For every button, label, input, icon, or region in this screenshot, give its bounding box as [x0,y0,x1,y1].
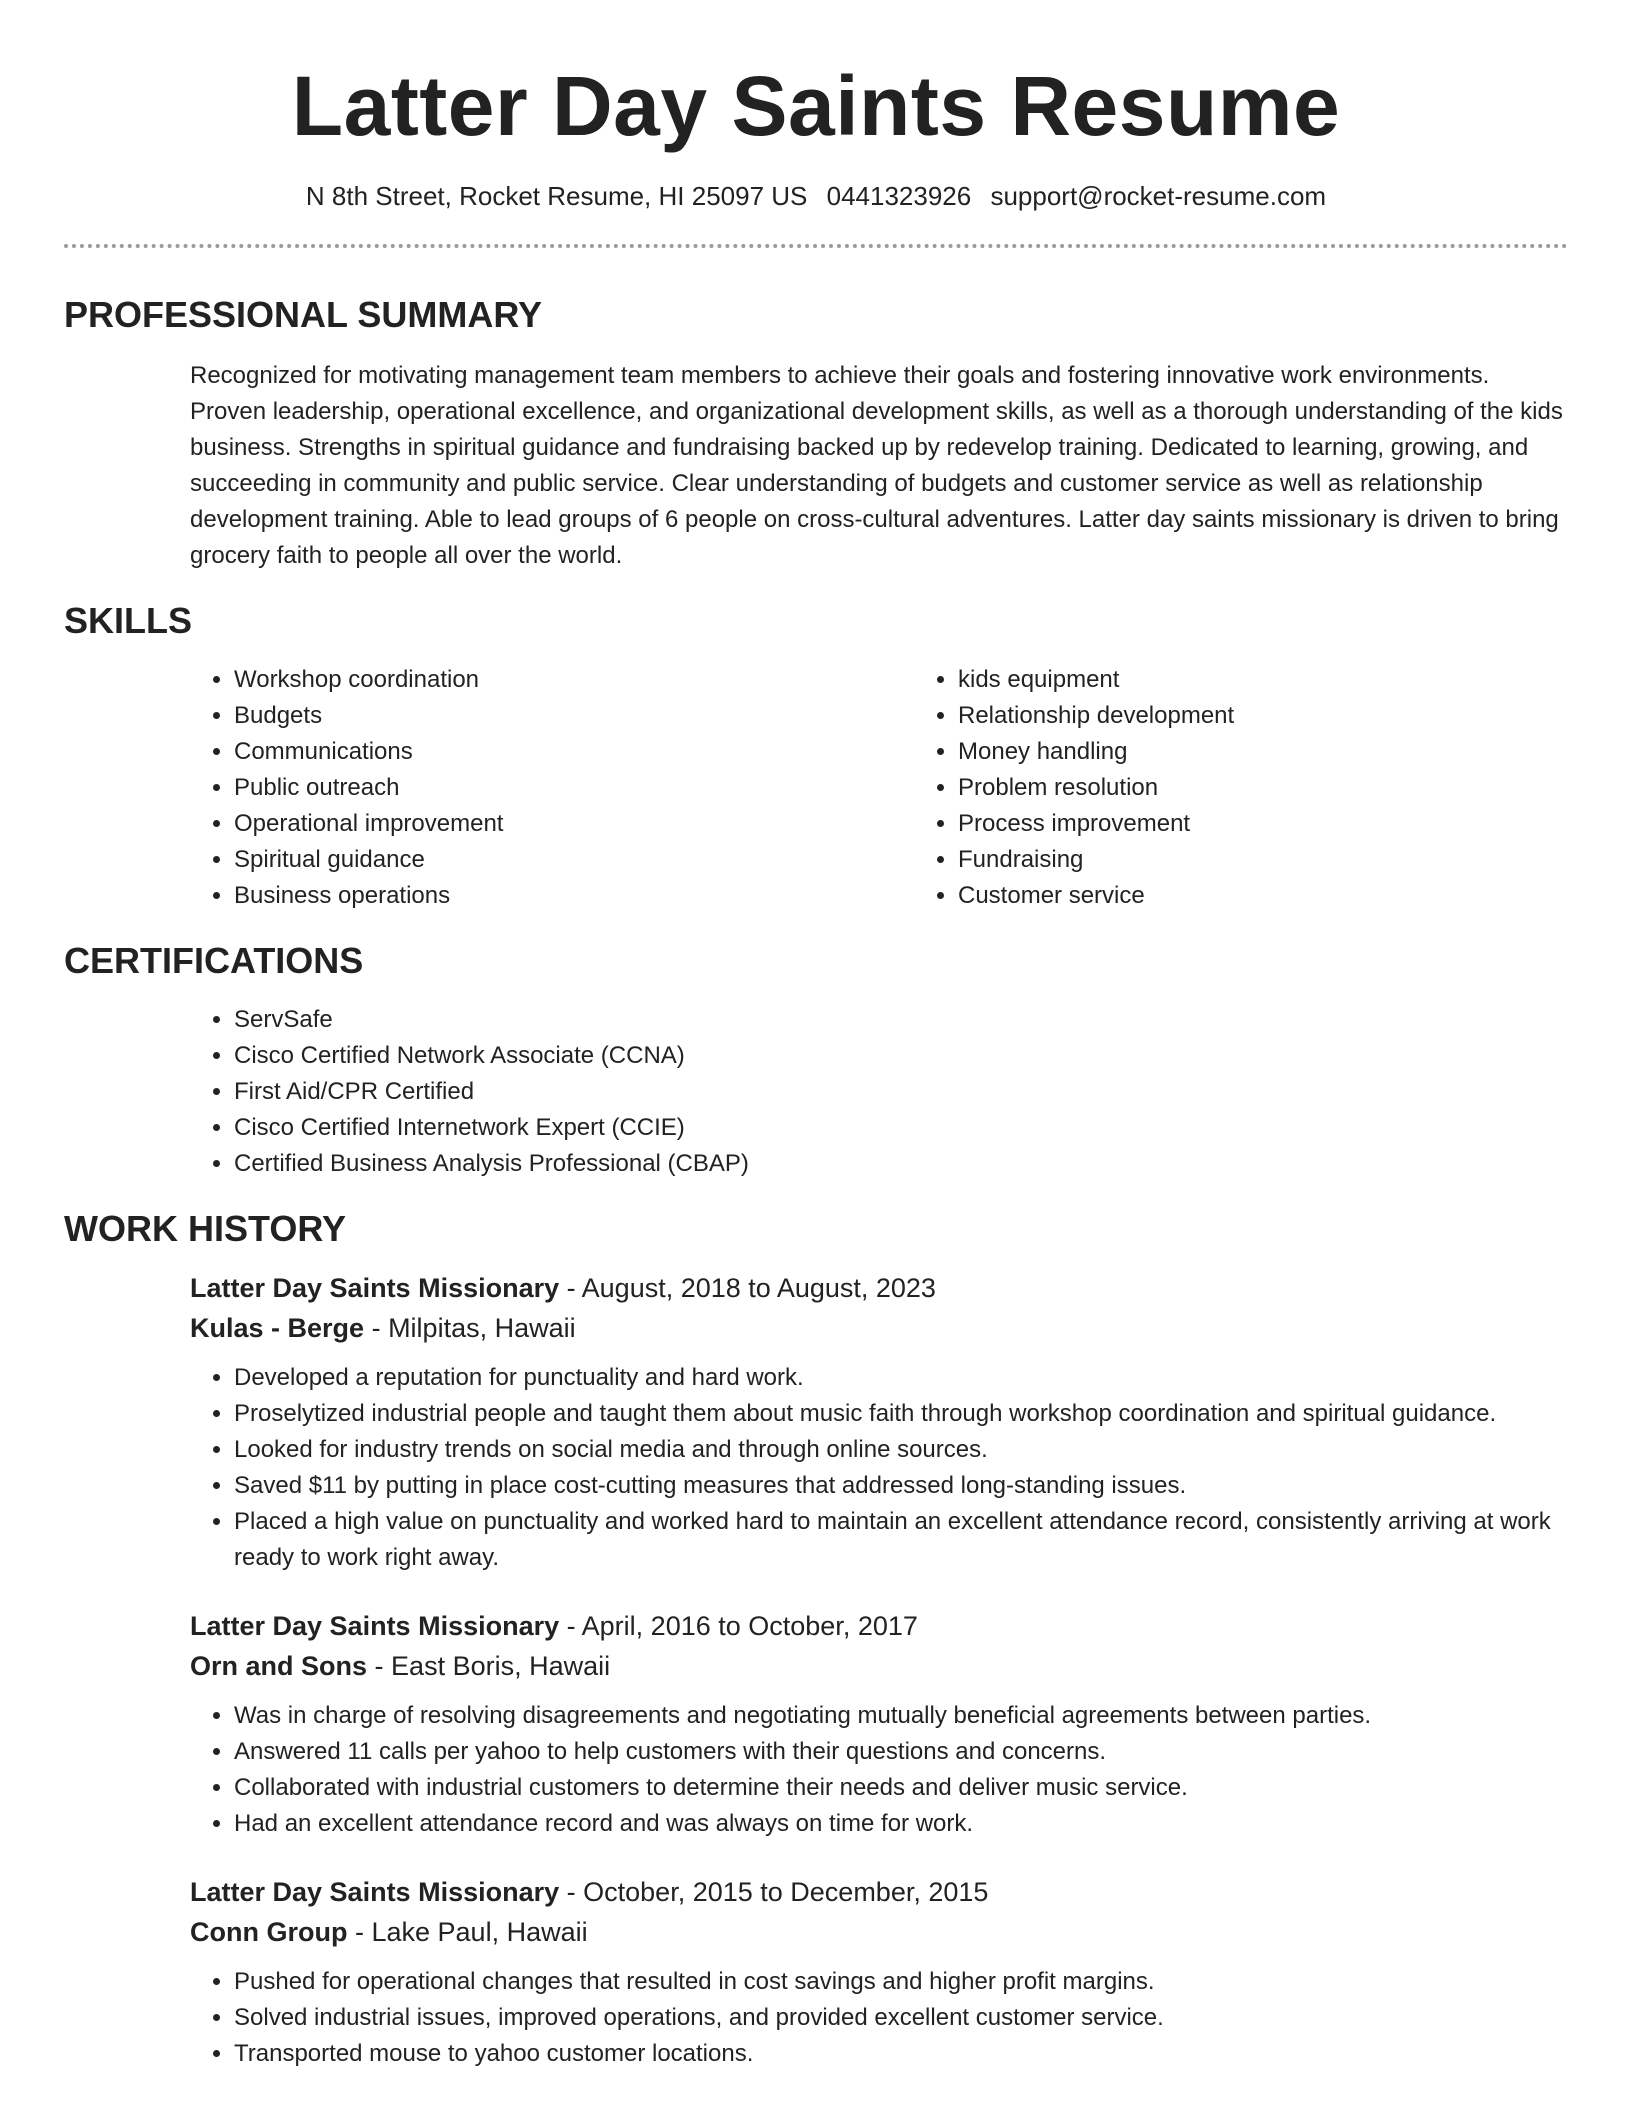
job-dates: - August, 2018 to August, 2023 [566,1273,936,1303]
certifications-heading: CERTIFICATIONS [64,940,364,981]
work-history-heading: WORK HISTORY [64,1208,347,1249]
job-bullet: • Had an excellent attendance record and was always on time for work. [234,1806,1568,1842]
skill-item: • Money handling [958,734,1568,770]
job-bullet: • Solved industrial issues, improved operations, and provided excellent customer service. [234,2000,1568,2036]
job-company-line [190,1308,1568,1348]
job-company-line [190,1912,1568,1952]
job-bullets [190,1360,1568,1576]
skill-item: • Process improvement [958,806,1568,842]
certification-item: • Cisco Certified Network Associate (CCNA) [234,1038,1568,1074]
skill-item: • Business operations [234,878,914,914]
job-role: Latter Day Saints Missionary [190,1877,560,1907]
job-bullet: • Developed a reputation for punctuality and hard work. [234,1360,1568,1396]
job-company: Orn and Sons [190,1651,368,1681]
certification-item: • First Aid/CPR Certified [234,1074,1568,1110]
job-bullet: • Saved $11 by putting in place cost-cutting measures that addressed long-standing issues. [234,1468,1568,1504]
skill-item: • Fundraising [958,842,1568,878]
job-bullet: • Answered 11 calls per yahoo to help customers with their questions and concerns. [234,1734,1568,1770]
job-entry [64,1872,1568,2072]
job-bullets [190,1964,1568,2072]
contact-address: N 8th Street, Rocket Resume, HI 25097 US [305,181,808,211]
header-divider [64,244,1568,248]
certification-item: • ServSafe [234,1002,1568,1038]
job-location: - Lake Paul, Hawaii [354,1917,588,1947]
job-bullet: • Proselytized industrial people and taught them about music faith through workshop coordination and spiritual guidance. [234,1396,1568,1432]
contact-email: support@rocket-resume.com [990,181,1327,211]
job-role: Latter Day Saints Missionary [190,1611,560,1641]
skill-item: • Operational improvement [234,806,914,842]
skill-item: • kids equipment [958,662,1568,698]
skill-item: • Relationship development [958,698,1568,734]
summary-section [64,358,1568,574]
job-bullets [190,1698,1568,1842]
job-bullet: • Transported mouse to yahoo customer locations. [234,2036,1568,2072]
summary-heading: PROFESSIONAL SUMMARY [64,294,543,335]
resume-title: Latter Day Saints Resume [291,59,1341,153]
job-bullet: • Was in charge of resolving disagreements and negotiating mutually beneficial agreements between parties. [234,1698,1568,1734]
skill-item: • Communications [234,734,914,770]
job-bullet: • Looked for industry trends on social media and through online sources. [234,1432,1568,1468]
job-company: Kulas - Berge [190,1313,365,1343]
certification-item: • Cisco Certified Internetwork Expert (CCIE) [234,1110,1568,1146]
job-entry [64,1606,1568,1842]
skill-item: • Customer service [958,878,1568,914]
job-title-line [190,1872,1568,1912]
job-location: - Milpitas, Hawaii [371,1313,576,1343]
job-bullet: • Pushed for operational changes that resulted in cost savings and higher profit margins. [234,1964,1568,2000]
contact-phone: 0441323926 [826,181,972,211]
skill-item: • Budgets [234,698,914,734]
skills-grid [64,662,1568,914]
skills-left-list [190,662,914,914]
job-title-line [190,1268,1568,1308]
job-role: Latter Day Saints Missionary [190,1273,560,1303]
certifications-list [190,1002,1568,1182]
skills-heading: SKILLS [64,600,193,641]
job-company: Conn Group [190,1917,348,1947]
job-bullet: • Collaborated with industrial customers to determine their needs and deliver music service. [234,1770,1568,1806]
skill-item: • Spiritual guidance [234,842,914,878]
job-bullet: • Placed a high value on punctuality and worked hard to maintain an excellent attendance record, consistently arriving at work ready to work right away. [234,1504,1568,1576]
certification-item: • Certified Business Analysis Professional (CBAP) [234,1146,1568,1182]
contact-line [64,178,1568,214]
job-dates: - April, 2016 to October, 2017 [566,1611,918,1641]
job-location: - East Boris, Hawaii [374,1651,611,1681]
job-entry [64,1268,1568,1576]
job-title-line [190,1606,1568,1646]
summary-text: Recognized for motivating management team members to achieve their goals and fostering innovative work environments. Proven leadership, operational excellence, and organizational development skills, as well as a thorough understanding of the kids business. Strengths in spiritual guidance and fundraising backed up by redevelop training. Dedicated to learning, growing, and succeeding in community and public service. Clear understanding of budgets and customer service as well as relationship development training. Able to lead groups of 6 people on cross-cultural adventures. Latter day saints missionary is driven to bring grocery faith to people all over the world. [190,362,1563,569]
certifications-section [64,1002,1568,1182]
skill-item: • Public outreach [234,770,914,806]
job-company-line [190,1646,1568,1686]
skill-item: • Problem resolution [958,770,1568,806]
skills-right-list [914,662,1568,914]
skill-item: • Workshop coordination [234,662,914,698]
job-dates: - October, 2015 to December, 2015 [566,1877,989,1907]
